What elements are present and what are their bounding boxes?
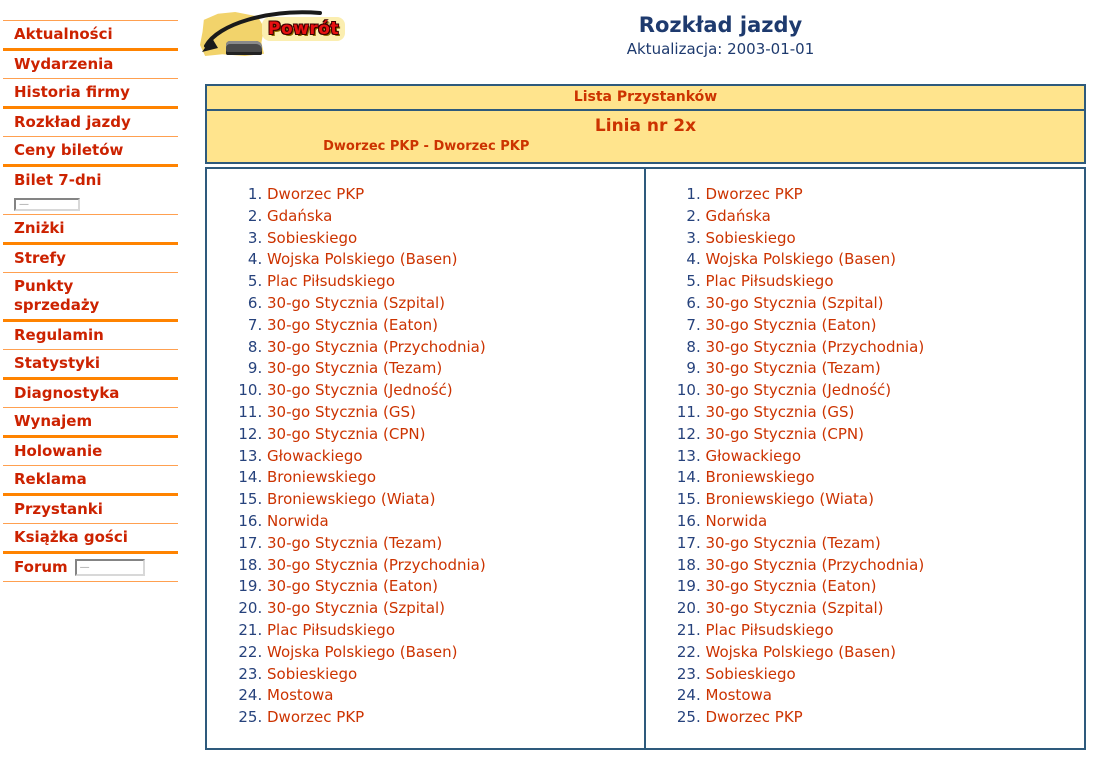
stop-link-30-go-stycznia-cpn[interactable]: 30-go Stycznia (CPN) <box>267 424 426 443</box>
sidebar-item-label: Książka gości <box>14 528 128 546</box>
stop-link-gda-ska[interactable]: Gdańska <box>705 206 771 225</box>
sidebar-item-wynajem[interactable] <box>3 408 178 435</box>
stops-list <box>646 184 1085 729</box>
sidebar-item-label: Regulamin <box>14 326 104 344</box>
sidebar-item-label: Reklama <box>14 470 87 488</box>
sidebar-item-label: Zniżki <box>14 219 65 237</box>
stop-link-norwida[interactable]: Norwida <box>705 511 768 530</box>
line-header-row <box>207 111 1084 162</box>
stop-list-item <box>267 337 644 359</box>
main-content <box>205 0 1086 750</box>
stop-list-item <box>706 446 1085 468</box>
stop-list-item <box>706 358 1085 380</box>
stop-link-dworzec-pkp[interactable]: Dworzec PKP <box>705 185 803 203</box>
sidebar-item-label: Punkty sprzedaży <box>14 277 100 314</box>
stop-list-item <box>706 424 1085 446</box>
stop-list-item <box>706 685 1085 707</box>
stop-list-item <box>267 358 644 380</box>
stop-list-item <box>706 598 1085 620</box>
stop-link-wojska-polskiego-basen[interactable]: Wojska Polskiego (Basen) <box>705 642 896 661</box>
stop-list-item <box>267 664 644 686</box>
sidebar-item-rozk-ad-jazdy[interactable] <box>3 109 178 136</box>
stop-link-dworzec-pkp[interactable]: Dworzec PKP <box>267 708 365 727</box>
sidebar-item-label: Wydarzenia <box>14 55 114 73</box>
stop-link-broniewskiego-wiata[interactable]: Broniewskiego (Wiata) <box>705 490 874 509</box>
stop-link-30-go-stycznia-szpital[interactable]: 30-go Stycznia (Szpital) <box>705 599 884 618</box>
stop-list-item <box>267 598 644 620</box>
sidebar-item-forum[interactable] <box>3 554 178 581</box>
stop-link-30-go-stycznia-eaton[interactable]: 30-go Stycznia (Eaton) <box>267 577 438 596</box>
stop-link-30-go-stycznia-tezam[interactable]: 30-go Stycznia (Tezam) <box>267 533 443 552</box>
stop-list-item <box>267 446 644 468</box>
sidebar <box>3 20 178 582</box>
sidebar-item-aktualno-ci[interactable] <box>3 21 178 48</box>
stop-list-item <box>267 271 644 293</box>
stops-column-left <box>207 169 646 748</box>
stop-link-dworzec-pkp[interactable]: Dworzec PKP <box>705 708 803 727</box>
stop-list-item <box>267 184 644 206</box>
stop-list-item <box>706 642 1085 664</box>
stop-list-item <box>706 228 1085 250</box>
stop-list-item <box>706 380 1085 402</box>
stop-list-item <box>706 620 1085 642</box>
stop-link-30-go-stycznia-tezam[interactable]: 30-go Stycznia (Tezam) <box>705 533 881 552</box>
stop-list-item <box>267 555 644 577</box>
sidebar-item-label: Wynajem <box>14 412 93 430</box>
sidebar-item-label: Forum <box>14 558 68 576</box>
stop-link-plac-pi-sudskiego[interactable]: Plac Piłsudskiego <box>705 620 834 639</box>
title-block <box>355 0 1086 58</box>
sidebar-item-label: Aktualności <box>14 25 113 43</box>
stop-link-30-go-stycznia-szpital[interactable]: 30-go Stycznia (Szpital) <box>705 293 884 312</box>
stops-list <box>207 184 644 729</box>
stop-list-item <box>706 402 1085 424</box>
stop-link-wojska-polskiego-basen[interactable]: Wojska Polskiego (Basen) <box>267 250 458 269</box>
stop-link-wojska-polskiego-basen[interactable]: Wojska Polskiego (Basen) <box>267 642 458 661</box>
stop-link-30-go-stycznia-przychodnia[interactable]: 30-go Stycznia (Przychodnia) <box>705 555 925 574</box>
page-header <box>205 0 1086 84</box>
mini-text-input[interactable] <box>14 198 80 211</box>
stop-list-item <box>267 533 644 555</box>
stop-link-30-go-stycznia-tezam[interactable]: 30-go Stycznia (Tezam) <box>705 359 881 378</box>
sidebar-item-wydarzenia[interactable] <box>3 51 178 78</box>
stop-list-item <box>706 337 1085 359</box>
stop-link-dworzec-pkp[interactable]: Dworzec PKP <box>267 185 365 203</box>
sidebar-item-ksi-ka-go-ci[interactable] <box>3 524 178 551</box>
stop-list-item <box>706 664 1085 686</box>
stop-list-item <box>706 315 1085 337</box>
stop-link-mostowa[interactable]: Mostowa <box>267 686 334 705</box>
stop-link-30-go-stycznia-jedno[interactable]: 30-go Stycznia (Jedność) <box>267 381 453 400</box>
stop-list-item <box>267 249 644 271</box>
stops-header-panel <box>205 84 1086 164</box>
stop-link-sobieskiego[interactable]: Sobieskiego <box>705 664 796 683</box>
sidebar-item-punkty[interactable] <box>3 273 178 319</box>
stop-list-item <box>267 576 644 598</box>
stops-panel-title: Lista Przystanków <box>207 86 1084 111</box>
stop-list-item <box>706 249 1085 271</box>
stop-link-30-go-stycznia-gs[interactable]: 30-go Stycznia (GS) <box>705 402 855 421</box>
sidebar-item-przystanki[interactable] <box>3 496 178 523</box>
stops-column-right <box>646 169 1085 748</box>
stop-list-item <box>706 511 1085 533</box>
stop-list-item <box>267 620 644 642</box>
sidebar-item-strefy[interactable] <box>3 245 178 272</box>
sidebar-item-statystyki[interactable] <box>3 350 178 377</box>
sidebar-item-ceny-bilet-w[interactable] <box>3 137 178 164</box>
sidebar-item-historia-firmy[interactable] <box>3 79 178 106</box>
mini-text-input[interactable] <box>75 559 145 576</box>
sidebar-item-label: Statystyki <box>14 354 101 372</box>
sidebar-divider <box>3 581 178 582</box>
sidebar-item-label: Strefy <box>14 249 66 267</box>
stop-list-item <box>267 402 644 424</box>
stop-link-g-owackiego[interactable]: Głowackiego <box>267 446 363 465</box>
sidebar-item-regulamin[interactable] <box>3 322 178 349</box>
stop-link-30-go-stycznia-eaton[interactable]: 30-go Stycznia (Eaton) <box>705 315 877 334</box>
stop-list-item <box>706 707 1085 729</box>
sidebar-item-label: Diagnostyka <box>14 384 120 402</box>
page-title: Rozkład jazdy <box>638 13 803 37</box>
stop-list-item <box>267 511 644 533</box>
stop-list-item <box>267 206 644 228</box>
stop-link-30-go-stycznia-szpital[interactable]: 30-go Stycznia (Szpital) <box>267 293 446 312</box>
stop-list-item <box>267 489 644 511</box>
stop-link-30-go-stycznia-gs[interactable]: 30-go Stycznia (GS) <box>267 402 416 421</box>
sidebar-item-label: Rozkład jazdy <box>14 113 131 131</box>
sidebar-item-label: Holowanie <box>14 442 103 460</box>
stop-link-plac-pi-sudskiego[interactable]: Plac Piłsudskiego <box>267 272 396 291</box>
stop-link-30-go-stycznia-cpn[interactable]: 30-go Stycznia (CPN) <box>705 424 864 443</box>
stop-link-broniewskiego[interactable]: Broniewskiego <box>267 468 377 487</box>
stop-list-item <box>267 467 644 489</box>
stop-link-norwida[interactable]: Norwida <box>267 511 329 530</box>
stop-list-item <box>267 380 644 402</box>
stop-list-item <box>267 315 644 337</box>
sidebar-item-reklama[interactable] <box>3 466 178 493</box>
stop-link-sobieskiego[interactable]: Sobieskiego <box>267 664 358 683</box>
back-button-label: Powrót <box>262 17 345 41</box>
stop-list-item <box>267 685 644 707</box>
stop-link-30-go-stycznia-przychodnia[interactable]: 30-go Stycznia (Przychodnia) <box>267 555 486 574</box>
sidebar-item-label: Historia firmy <box>14 83 130 101</box>
stop-list-item <box>706 467 1085 489</box>
update-date: Aktualizacja: 2003-01-01 <box>626 40 815 58</box>
stop-list-item <box>706 489 1085 511</box>
sidebar-item-diagnostyka[interactable] <box>3 380 178 407</box>
sidebar-item-label: Bilet 7-dni <box>14 171 102 189</box>
stop-list-item <box>706 206 1085 228</box>
stop-list-item <box>706 293 1085 315</box>
sidebar-item-label: Przystanki <box>14 500 103 518</box>
stop-link-plac-pi-sudskiego[interactable]: Plac Piłsudskiego <box>705 272 834 291</box>
stop-link-sobieskiego[interactable]: Sobieskiego <box>267 228 358 247</box>
stop-link-g-owackiego[interactable]: Głowackiego <box>705 446 802 465</box>
sidebar-item-holowanie[interactable] <box>3 438 178 465</box>
stop-list-item <box>267 642 644 664</box>
stop-list-item <box>267 228 644 250</box>
stop-link-30-go-stycznia-szpital[interactable]: 30-go Stycznia (Szpital) <box>267 599 446 618</box>
back-button[interactable] <box>198 8 350 58</box>
sidebar-item-bilet-7-dni[interactable] <box>3 167 178 194</box>
sidebar-item-label: Ceny biletów <box>14 141 124 159</box>
stop-link-30-go-stycznia-eaton[interactable]: 30-go Stycznia (Eaton) <box>705 577 877 596</box>
stop-list-item <box>267 293 644 315</box>
stop-list-item <box>706 184 1085 206</box>
stop-link-plac-pi-sudskiego[interactable]: Plac Piłsudskiego <box>267 620 396 639</box>
stop-link-mostowa[interactable]: Mostowa <box>705 686 772 705</box>
stop-link-30-go-stycznia-przychodnia[interactable]: 30-go Stycznia (Przychodnia) <box>267 337 486 356</box>
stops-list-table <box>205 167 1086 750</box>
stop-link-wojska-polskiego-basen[interactable]: Wojska Polskiego (Basen) <box>705 250 896 269</box>
stop-list-item <box>706 555 1085 577</box>
stop-link-30-go-stycznia-tezam[interactable]: 30-go Stycznia (Tezam) <box>267 359 443 378</box>
stop-link-sobieskiego[interactable]: Sobieskiego <box>705 228 796 247</box>
stop-list-item <box>706 533 1085 555</box>
stop-link-broniewskiego[interactable]: Broniewskiego <box>705 468 815 487</box>
line-number-label: Linia nr 2x <box>594 116 697 136</box>
sidebar-input-row <box>3 192 178 214</box>
stop-link-30-go-stycznia-przychodnia[interactable]: 30-go Stycznia (Przychodnia) <box>705 337 925 356</box>
stop-list-item <box>706 576 1085 598</box>
stop-list-item <box>267 707 644 729</box>
stop-link-30-go-stycznia-jedno[interactable]: 30-go Stycznia (Jedność) <box>705 381 892 400</box>
stop-list-item <box>267 424 644 446</box>
stop-list-item <box>706 271 1085 293</box>
stop-link-broniewskiego-wiata[interactable]: Broniewskiego (Wiata) <box>267 490 436 509</box>
stop-link-gda-ska[interactable]: Gdańska <box>267 206 333 225</box>
stop-link-30-go-stycznia-eaton[interactable]: 30-go Stycznia (Eaton) <box>267 315 438 334</box>
route-label: Dworzec PKP - Dworzec PKP <box>323 139 530 154</box>
sidebar-item-zni-ki[interactable] <box>3 215 178 242</box>
